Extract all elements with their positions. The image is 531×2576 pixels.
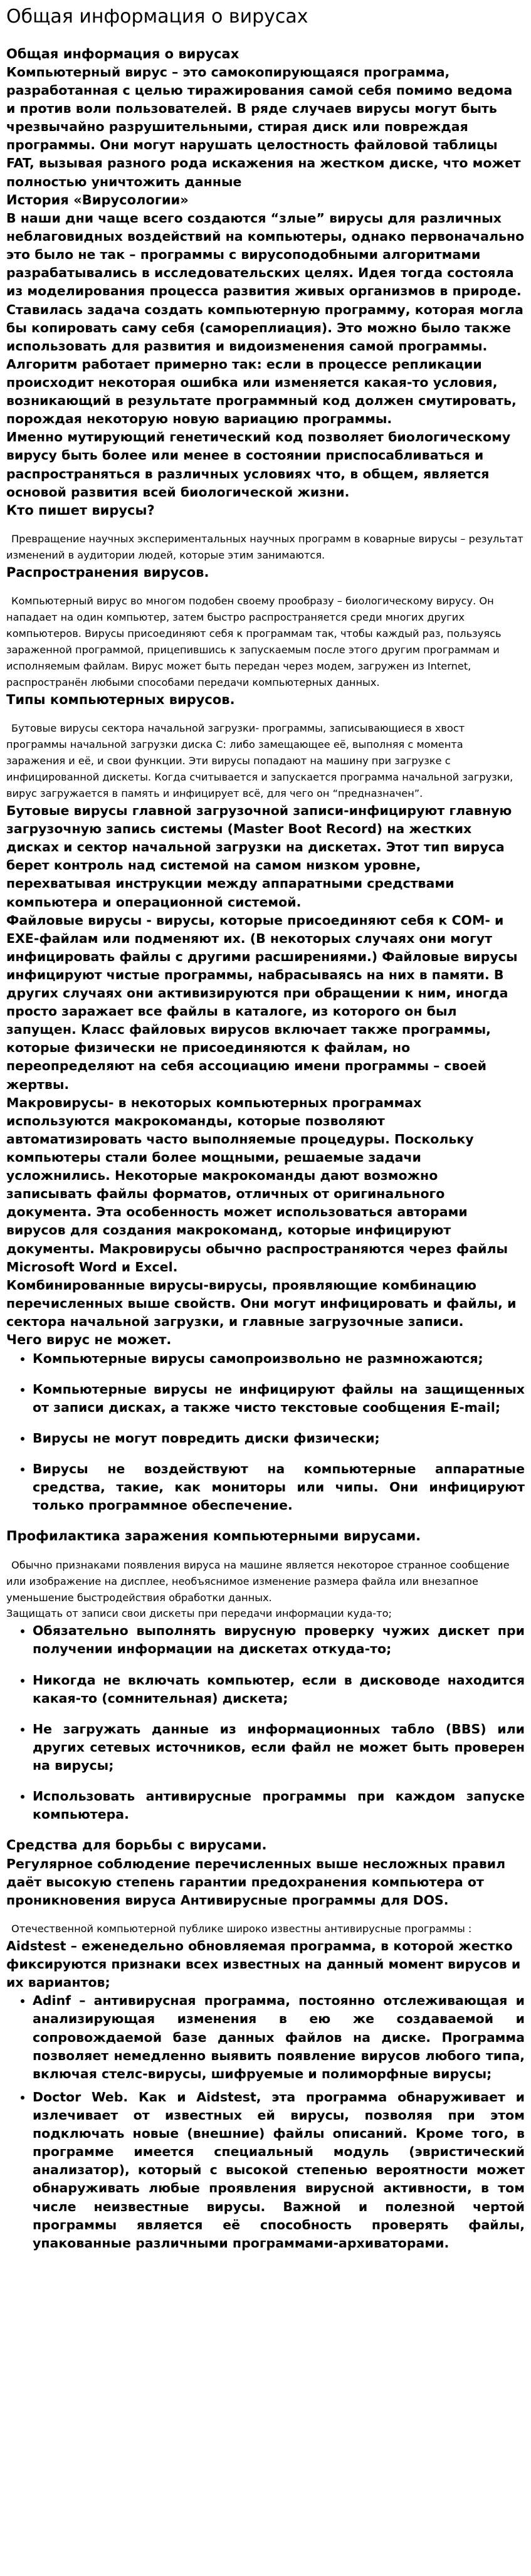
cannot-heading: Чего вирус не может. bbox=[6, 1332, 172, 1348]
file-viruses-paragraph: Файловые вирусы - вирусы, которые присоединяют себя к COM- и EXE-файлам или подменяют их. (В некоторых случаях они могут инфицировать файлы с другими расширениями.) Файловые вирусы инфицируют чистые программы, набрасываясь на них в памяти. В других случаях они активизируются при обращении к ним, иногда просто заражает все файлы в каталоге, из которого он был запущен. Класс файловых вирусов включает также программы, которые физически не присоединяются к файлам, но переопределяют на себя ассоциацию имени программы – своей жертвы. bbox=[6, 912, 518, 1092]
tools-paragraph: Регулярное соблюдение перечисленных выше несложных правил даёт высокую степень гарантии предохранения компьютера от проникновения вируса Антивирусные программы для DOS. bbox=[6, 1856, 506, 1908]
antivirus-list bbox=[6, 1992, 525, 2253]
prevention-heading: Профилактика заражения компьютерными вирусами. bbox=[6, 1528, 421, 1544]
macro-viruses-paragraph: Макровирусы- в некоторых компьютерных программах используются макрокоманды, которые позволяют автоматизировать часто выполняемые процедуры. Поскольку компьютеры стали более мощными, решаемые задачи усложнились. Некоторые макрокоманды дают возможно записывать файлы форматов, отличных от оригинального документа. Эта особенность может использоваться авторами вирусов для создания макрокоманд, которые инфицируют документы. Макровирусы обычно распространяются через файлы Microsoft Word и Excel. bbox=[6, 1095, 508, 1275]
list-item: • Компьютерные вирусы самопроизвольно не размножаются; bbox=[33, 1350, 525, 1368]
aidstest-paragraph: Aidstest – еженедельно обновляемая программа, в которой жестко фиксируются признаки всех известных на данный момент вирусов и их вариантов; bbox=[6, 1938, 521, 1990]
prevention-paragraph: Обычно признаками появления вируса на машине является некоторое странное сообщение или изображение на дисплее, необъяснимое изменение размера файла или внезапное уменьшение быстродействия обработки данных. bbox=[6, 1559, 510, 1604]
list-item: • Обязательно выполнять вирусную проверку чужих дискет при получении информации на дискетах откуда-то; bbox=[33, 1622, 525, 1658]
intro-heading: Общая информация о вирусах bbox=[6, 46, 239, 61]
spread-heading: Распространения вирусов. bbox=[6, 565, 209, 581]
tools-plain: Отечественной компьютерной публике широко известны антивирусные программы : bbox=[11, 1923, 472, 1935]
list-item: • Вирусы не могут повредить диски физически; bbox=[33, 1429, 525, 1448]
spread-paragraph: Компьютерный вирус во многом подобен своему прообразу – биологическому вирусу. Он нападает на один компьютер, затем быстро распространяется среди многих других компьютеров. Вирусы присоединяют себя к программам так, чтобы каждый раз, пользуясь зараженной программой, прицепившись к запускаемым после этого другим программам и исполняемым файлам. Вирус может быть передан через модем, загружен из Internet, распространён любыми способами передачи компьютерных данных. bbox=[6, 595, 502, 689]
history-paragraph-1: В наши дни чаще всего создаются “злые” вирусы для различных неблаговидных воздействий на компьютеры, однако первоначально это было не так – программы с вирусоподобными алгоритмами разрабатывались в исследовательских целях. Идея тогда состояла из моделирования процесса развития живых организмов в природе. Ставилась задача создать компьютерную программу, которая могла бы копировать саму себя (самореплиация). Это можно было также использовать для развития и видоизменения самой программы. Алгоритм работает примерно так: если в процессе репликации происходит некоторая ошибка или изменяется какая-то условия, возникающий в результате программный код должен смутировать, порождая некоторую новую вариацию программы. bbox=[6, 211, 525, 427]
types-heading: Типы компьютерных вирусов. bbox=[6, 691, 235, 707]
list-item: • Вирусы не воздействуют на компьютерные аппаратные средства, такие, как мониторы или чипы. Они инфицируют только программное обеспечение. bbox=[33, 1460, 525, 1515]
cannot-list bbox=[6, 1350, 525, 1515]
intro-paragraph: Компьютерный вирус – это самокопирующаяся программа, разработанная с целью тиражирования самой себя помимо ведома и против воли пользователей. В ряде случаев вирусы могут быть чрезвычайно разрушительными, стирая диск или повреждая программы. Они могут нарушать целостность файловой таблицы FAT, вызывая разного рода искажения на жестком диске, что может полностью уничтожить данные bbox=[6, 64, 521, 189]
history-heading: История «Вирусологии» bbox=[6, 192, 189, 208]
boot-viruses-paragraph: Бутовые вирусы сектора начальной загрузки- программы, записывающиеся в хвост программы начальной загрузки диска С: либо замещающее её, выполняя с момента заражения и её, и свои функции. Эти вирусы попадают на машину при загрузке с инфицированной дискеты. Когда считывается и запускается программа начальной загрузки, вирус загружается в память и инфицирует всё, для чего он “предназначен”. bbox=[6, 722, 513, 800]
list-item: • Использовать антивирусные программы при каждом запуске компьютера. bbox=[33, 1787, 525, 1824]
who-writes-heading: Кто пишет вирусы? bbox=[6, 502, 155, 518]
history-paragraph-2: Именно мутирующий генетический код позволяет биологическому вирусу быть более или менее в состоянии приспосабливаться и распространяться в различных условиях что, в общем, является основой развития всей биологической жизни. bbox=[6, 429, 511, 500]
list-item: • Не загружать данные из информационных табло (BBS) или других сетевых источников, если файл не может быть проверен на вирусы; bbox=[33, 1720, 525, 1775]
prevention-line: Защищать от записи свои дискеты при передачи информации куда-то; bbox=[6, 1607, 392, 1620]
mbr-viruses-paragraph: Бутовые вирусы главной загрузочной записи-инфицируют главную загрузочную запись системы (Master Boot Record) на жестких дисках и сектор начальной загрузки на дискетах. Этот тип вируса берет контроль над системой на самом низком уровне, перехватывая инструкции между аппаратными средствами компьютера и операционной системой. bbox=[6, 802, 512, 910]
tools-heading: Средства для борьбы с вирусами. bbox=[6, 1837, 267, 1853]
list-item: • Никогда не включать компьютер, если в дисководе находится какая-то (сомнительная) дискета; bbox=[33, 1671, 525, 1708]
prevention-list bbox=[6, 1622, 525, 1824]
list-item: • Doctor Web. Как и Aidstest, эта программа обнаруживает и излечивает от известных ей вирусы, позволяя при этом подключать новые (внешние) файлы описаний. Кроме того, в программе имеется специальный модуль (эвристический анализатор), который с высокой степенью вероятности может обнаруживать любые проявления вирусной активности, в том числе неизвестные вирусы. Важной и полезной чертой программы является её способность проверять файлы, упакованные различными программами-архиваторами. bbox=[33, 2088, 525, 2253]
page-title: Общая информация о вирусах bbox=[6, 6, 308, 28]
list-item: • Adinf – антивирусная программа, постоянно отслеживающая и анализирующая изменения в ею же создаваемой и сопровождаемой базе данных файлов на диске. Программа позволяет немедленно выявить появление вирусов любого типа, включая стелс-вирусы, шифруемые и полиморфные вирусы; bbox=[33, 1992, 525, 2083]
combined-viruses-paragraph: Комбинированные вирусы-вирусы, проявляющие комбинацию перечисленных выше свойств. Они могут инфицировать и файлы, и сектора начальной загрузки, и главные загрузочные записи. bbox=[6, 1277, 517, 1330]
who-writes-paragraph: Превращение научных экспериментальных научных программ в коварные вирусы – результат изменений в аудитории людей, которые этим занимаются. bbox=[6, 533, 523, 562]
list-item: • Компьютерные вирусы не инфицируют файлы на защищенных от записи дисках, а также чисто текстовые сообщения E-mail; bbox=[33, 1380, 525, 1417]
